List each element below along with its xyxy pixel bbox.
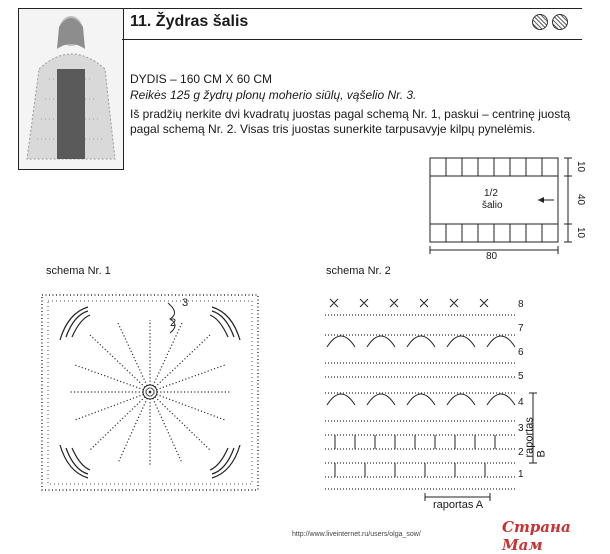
row-number-6: 6	[518, 347, 524, 358]
difficulty-rating	[528, 14, 568, 35]
watermark-logo: Страна Мам	[502, 518, 571, 554]
repeat-a-label: raportas A	[433, 499, 484, 511]
height-label: 40	[575, 193, 587, 206]
width-label: 80	[486, 251, 498, 262]
assembly-diagram	[420, 150, 600, 265]
schema1-marker-3: 3	[182, 297, 189, 309]
half-label: 1/2	[484, 188, 498, 199]
yarn-ball-icon	[552, 14, 568, 30]
row-number-2: 2	[518, 447, 524, 458]
page-title: 11. Žydras šalis	[130, 13, 249, 30]
strip-top-label: 10	[575, 160, 587, 173]
schema1-marker-2: 2	[170, 317, 177, 329]
schema2-label: schema Nr. 2	[326, 265, 391, 277]
repeat-b-label: raportas B	[523, 417, 548, 458]
schema1-chart	[30, 285, 270, 495]
row-number-8: 8	[518, 299, 524, 310]
row-number-4: 4	[518, 397, 524, 408]
instructions-text: Iš pradžių nerkite dvi kvadratų juostas pagal schemą Nr. 1, paskui – centrinę juostą pagal schemą Nr. 2. Visas tris juostas sunerkite tarpusavyje kilpų pynelėmis.	[130, 107, 571, 136]
schema1-label: schema Nr. 1	[46, 265, 111, 277]
shawl-label: šalio	[482, 200, 503, 211]
row-number-5: 5	[518, 371, 524, 382]
strip-bottom-label: 10	[575, 226, 587, 239]
size-text: DYDIS – 160 CM X 60 CM	[130, 72, 273, 86]
row-number-7: 7	[518, 323, 524, 334]
watermark-url: http://www.liveinternet.ru/users/olga_sow/	[292, 531, 421, 538]
row-number-3: 3	[518, 423, 524, 434]
schema2-chart	[315, 285, 560, 515]
row-number-1: 1	[518, 469, 524, 480]
model-photo	[18, 8, 124, 170]
yarn-ball-icon	[532, 14, 548, 30]
materials-text: Reikės 125 g žydrų plonų moherio siūlų, vąšelio Nr. 3.	[130, 88, 417, 102]
